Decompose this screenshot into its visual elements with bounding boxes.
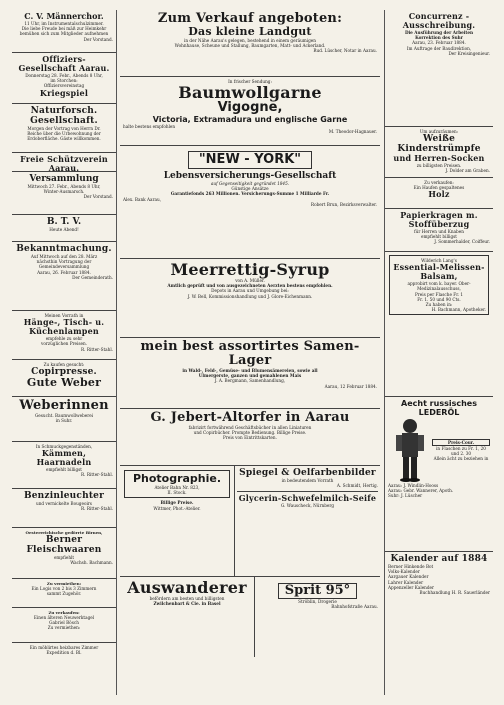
ad-line: Gabriel Bösch [49, 620, 79, 626]
ad-kalender [385, 552, 493, 666]
ad-line: Lahrer Kalender [388, 579, 424, 585]
ad-signature: Wachsh. Bachmann. [70, 560, 113, 566]
ad-line: In frischer Sendung: [228, 79, 272, 84]
ad-line: Erdoberfläche. Gäste willkommen. [27, 136, 101, 142]
ad-title: Essential-Melissen-Balsam, [393, 262, 485, 282]
ad-line: Die liebe Freude bei mäß zur Heimkehr [21, 26, 107, 32]
ad-title: G. Jebert-Altorfer in Aarau [150, 410, 350, 425]
ad-baumwollgarne [120, 77, 380, 146]
ad-sprit [255, 577, 380, 657]
ad-title: Weberinnen [19, 398, 109, 413]
ad-signature: Robert Brun, Bezirksverwalter. [310, 201, 377, 207]
ad-line: und vernickelte Bougeoirs [36, 501, 92, 506]
ad-line: empfiehlt billigst [45, 467, 82, 473]
ad-subtitle: Victoria, Extramadura und englische Garne [152, 115, 348, 125]
ad-signature: J. Dolder am Graben. [445, 168, 490, 174]
ad-line: Expedition d. Bl. [46, 650, 82, 656]
ad-subtitle: von A. Müller. [235, 278, 265, 283]
ad-line: Donnerstag 28. Febr., Abends 8 Uhr, [25, 73, 103, 78]
ad-signature: R. Ritter-Stahl. [81, 506, 113, 512]
ad-signature: H. Bachmann, Apotheker. [431, 307, 486, 313]
ad-line: Zu verkaufen: [424, 180, 454, 185]
ad-line: bemühen sich zum Mitglieder aufnehmen [19, 31, 109, 37]
ad-title: Zu vermiethen: [46, 581, 82, 586]
ad-photographie [120, 466, 235, 576]
ad-line: befördern am besten und billigsten [149, 596, 225, 601]
ad-title: Bekanntmachung. [16, 244, 112, 254]
ad-oesterreich [12, 528, 116, 579]
ad-signature: Der Gemeinderath. [72, 274, 113, 280]
ad-bekanntmachung [12, 242, 116, 311]
ad-line: Ein möblirtes heizbares Zimmer [29, 645, 99, 650]
ad-line: Um aufzuräumen: [419, 129, 459, 134]
ad-line: zu billigsten Preisen. [416, 163, 462, 169]
ad-kinderstruempfe [385, 127, 493, 178]
ad-signature: Wittmer, Phot.-Atelier. [153, 505, 201, 511]
ad-line: Aarau, 26. Februar 1884. [37, 269, 91, 275]
ad-line: Ein Logis von 2 bis 3 Zimmern [31, 586, 97, 591]
ad-meerrettig [120, 259, 380, 338]
ad-signature: Buchhandlung H. R. Sauerländer [419, 590, 490, 596]
ad-signature: Der Kreisingenieur. [448, 50, 490, 56]
ad-line: Günstige Ansätze [231, 186, 269, 192]
ad-line: Aargauer Kalender [388, 574, 429, 580]
ad-line: Appenzeller Kalender [388, 584, 435, 590]
ad-subtitle: Lebensversicherungs-Gesellschaft [163, 171, 337, 181]
ad-line: Aarau: J. Windlin-Hooss [388, 483, 439, 488]
ad-line: vorzüglichen Preisen. [41, 341, 87, 347]
ad-samen-lager [120, 338, 380, 409]
ad-line: Atelier Bahn Nr. 823, [154, 485, 200, 490]
ad-maennerchor [12, 10, 116, 53]
ad-line: Allein ächt zu beziehen in [433, 456, 489, 462]
ad-title: "NEW - YORK" [198, 152, 302, 167]
ad-line: Amtlich geprüft und von ausgezeichneten Aerzten bestens empfohlen. [167, 283, 333, 289]
ad-line: Offiziersvereinstag [43, 83, 85, 89]
ad-copirpresse [12, 360, 116, 397]
ad-line: Alex. Bank Aarau, [123, 196, 162, 202]
ad-line: 11 Uhr, im Instrumentalschulzimmer. [24, 21, 104, 26]
ad-title: Weiße Kinderstrümpfe [397, 134, 481, 155]
ad-line: nächsthin Vortragung der [36, 259, 92, 265]
ad-signature: R. Ritter-Stahl. [81, 472, 113, 478]
ad-line: auf Gegenseitigkeit gegründet 1845. [210, 181, 290, 186]
ad-title: Concurrenz - Ausschreibung. [402, 11, 476, 30]
ad-signature: Der Vorstand. [83, 194, 113, 200]
ad-line: Zu kaufen gesucht: [43, 362, 85, 367]
ad-line: Billige Preise. [160, 500, 194, 506]
ad-line: in bedeutendem Vorrath [281, 478, 334, 483]
ad-line: Heute Abend! [49, 227, 79, 232]
ad-title: Sprit 95° [278, 583, 357, 599]
ad-title: Baumwollgarne [178, 83, 322, 103]
ad-title: Zum Verkauf angeboten: [157, 11, 343, 26]
ad-line: approbirt vom k. bayer. Ober-Medizinalausschuss, [407, 281, 471, 292]
ad-line: Zu vermiethen: [47, 625, 81, 631]
ad-line: II. Stock. [167, 490, 187, 496]
ad-title: Aecht russisches LEDERÖL [401, 399, 477, 417]
ad-row-photo-spiegel [120, 466, 380, 577]
ad-title: Photographie. [132, 472, 222, 485]
ad-line: Garantiefonds 263 Millionen. Versicherungs-Summe 1 Milliarde Fr. [170, 191, 330, 197]
ad-subtitle: Berner Fleischwaaren [26, 535, 102, 555]
ad-title: Naturforsch. Gesellschaft. [30, 106, 98, 126]
ad-lampen [12, 311, 116, 360]
ad-title: Hänge-, Tisch- u. Küchenlampen [23, 317, 105, 337]
ad-title: C. V. Männerchor. [24, 11, 104, 21]
ad-line: Suhr: J. Lüscher [388, 493, 423, 499]
ad-line: Morgen der Vortrag von Herrn Dr. [27, 126, 101, 131]
ad-line: Winter-Ausmarsch. [43, 189, 85, 195]
ad-line: Ulmergerste, ganzen und gemahlenen Mais [198, 373, 302, 379]
ad-line: Zwilchenbart & Cie. in Basel [153, 601, 221, 607]
column-center [120, 10, 380, 695]
ad-line: empfehle zu sehr [45, 336, 83, 342]
ad-title: Spiegel & Oelfarbenbilder [239, 468, 376, 478]
ad-line: im Storchen: [50, 78, 78, 84]
ad-jebert [120, 409, 380, 466]
ad-versammlung [12, 172, 116, 215]
ad-line: in Wald-, Feld-, Gemüse- und Blumensämereien, sowie all [182, 368, 318, 373]
figure-man-illustration [388, 417, 432, 483]
ad-line: Ströblin, Drogerie [298, 599, 337, 604]
ad-title: Zu verkaufen: [48, 610, 80, 615]
ad-auswanderer [120, 577, 255, 657]
ad-schuetzen [12, 153, 116, 172]
ad-line: Meinen Vorrath in [44, 313, 84, 318]
ad-line: Preis von Eintrittskarten. [223, 435, 277, 441]
ad-subtitle: Das kleine Landgut [188, 25, 312, 38]
ad-title: Glycerin-Schwefelmilch-Seife [238, 493, 377, 504]
ad-title: Freie Schützverein Aarau. [20, 154, 108, 172]
ad-line: Volks-Kalender [388, 569, 420, 575]
ad-signature: Aarau, 12 Februar 1884. [324, 383, 377, 389]
ad-line: in der Nähe Aarau's gelegen, bestehend in einem geräumigen [184, 38, 316, 43]
ad-line: J. W. Bell, Kommissionshandlung und J. Glore-Eichenmann. [187, 293, 313, 299]
ad-zimmer [12, 643, 116, 667]
ad-line: in Suhr. [55, 418, 73, 424]
ad-line: Wohnhause, Scheune und Stallung, Baumgarten, Matt- und Ackerland. [174, 43, 326, 49]
column-right [384, 10, 493, 695]
ad-weberinnen [12, 397, 116, 442]
ad-line: für Herren und Knaben [414, 229, 464, 234]
ad-title: Papierkragen m. Stoffüberzug [400, 210, 478, 229]
ad-line: Reiche über die Urbewohnung der [27, 131, 101, 137]
ad-signature: G. Wauscheck, Nürnberg [280, 503, 335, 509]
ad-glycerin [237, 491, 378, 508]
ad-melissen-balsam [385, 252, 493, 397]
ad-papierkragen [385, 209, 493, 252]
ad-line: sammt Zugehör. [46, 591, 82, 597]
ad-signature: J. Sommerhalder, Coiffeur. [434, 239, 490, 245]
ad-line: Ein Haufen gespaltenes [413, 185, 465, 191]
ad-signature: Rud. Lüscher, Notar in Aarau. [313, 48, 377, 54]
ad-line: in Flaschen zu Fr. 1, 20 und 2. 30 [436, 445, 486, 456]
ad-title: Auswanderer [127, 578, 247, 597]
ad-line: Einen älteren Neuwerktagel [33, 615, 95, 620]
ad-title: mein best assortirtes Samen-Lager [140, 339, 360, 368]
ad-title: Offiziers-Gesellschaft Aarau. [18, 54, 110, 73]
ad-line: In Schmuckgegenständen, [35, 444, 93, 449]
ad-line: Mittwoch 27. Febr., Abends 8 Uhr, [27, 184, 101, 189]
ad-lederoel [385, 397, 493, 552]
ad-line: und Copirbücher. Prompte Bedienung. Billige Preise. [193, 430, 307, 436]
ad-naturforsch [12, 104, 116, 153]
ad-vermiethen [12, 579, 116, 608]
ad-signature: Bahnhofstraße Aarau. [331, 604, 378, 610]
ad-concurrenz [385, 10, 493, 127]
ad-signature: R. Ritter-Stahl. [81, 346, 113, 352]
ad-verkaufen [12, 608, 116, 643]
ad-subtitle: und Herren-Socken [393, 153, 485, 164]
ad-subtitle: Kriegspiel [39, 87, 89, 98]
ad-line: Aarau, 23. Februar 1884. [412, 40, 466, 46]
ad-line: Im Auftrage der Baudirektion, [406, 45, 472, 51]
ad-line: Gesucht. Baumwollweberei [34, 413, 94, 418]
ad-line: Wilderich Lang's [421, 258, 457, 263]
ad-title: B. T. V. [46, 217, 82, 227]
ad-line: J. A. Bergmann, Samenhandlung, [214, 378, 286, 384]
ad-line: Aarau: Gebr. Wannerer, Apoth. [388, 488, 454, 494]
ad-holz [385, 178, 493, 209]
ad-spiegel [235, 466, 380, 576]
ad-title: Kämmen, Haarnadeln [36, 448, 92, 468]
ad-line: Preis-Cour. [432, 439, 490, 446]
column-left [12, 10, 117, 695]
ad-line: Korrektion des Suhr [415, 35, 463, 41]
ad-btv [12, 215, 116, 242]
ad-line: empfiehlt billigst [420, 234, 457, 240]
ad-title: Versammlung [29, 174, 99, 184]
ad-title: Copirpresse. [31, 367, 97, 378]
ad-subtitle: Vigogne, [217, 100, 283, 116]
ad-line: Berner Hinkende Bot [388, 564, 434, 569]
ad-line: Die Ausführung der Arbeiten [404, 30, 474, 35]
ad-signature: M. Theodor-Hagnauer. [328, 129, 377, 135]
ad-line: Depots in Aarau und Umgebung bei: [211, 288, 289, 294]
ad-benzin [12, 489, 116, 528]
ad-new-york [120, 146, 380, 259]
ad-title: Kalender auf 1884 [390, 554, 488, 564]
ad-line: Auf Mittwoch auf den 28. März [30, 254, 98, 259]
ad-subtitle: Gute Weber [26, 376, 102, 390]
ad-title: Meerrettig-Syrup [170, 260, 330, 279]
ad-line: Zu haben in: [425, 302, 453, 308]
ad-kaemme [12, 442, 116, 489]
ad-title: Holz [428, 189, 450, 200]
ad-line: fabrizirt fortwährend Geschäftsbücher in allen Liniaturen [188, 425, 312, 430]
ad-line: Gemeindeversammlung [38, 264, 90, 270]
ad-offiziers [12, 53, 116, 104]
ad-title: Oesterreichische gedörrte Birnen, [25, 530, 103, 535]
ad-line: empfiehlt [53, 555, 75, 560]
ad-row-auswanderer [120, 577, 380, 657]
newspaper-page [12, 10, 492, 695]
ad-signature: Der Vorstand. [83, 36, 113, 42]
ad-title: Benzinleuchter [23, 491, 105, 501]
ad-line: halte bestens empfohlen [123, 124, 176, 130]
ad-signature: A. Schmidt, Hertig. [336, 483, 378, 489]
ad-landgut [120, 10, 380, 77]
ad-line: Fr. 1. 50 und 90 Cts. [417, 296, 461, 302]
ad-line: Preis per Flasche Fr. 1 [414, 291, 464, 297]
